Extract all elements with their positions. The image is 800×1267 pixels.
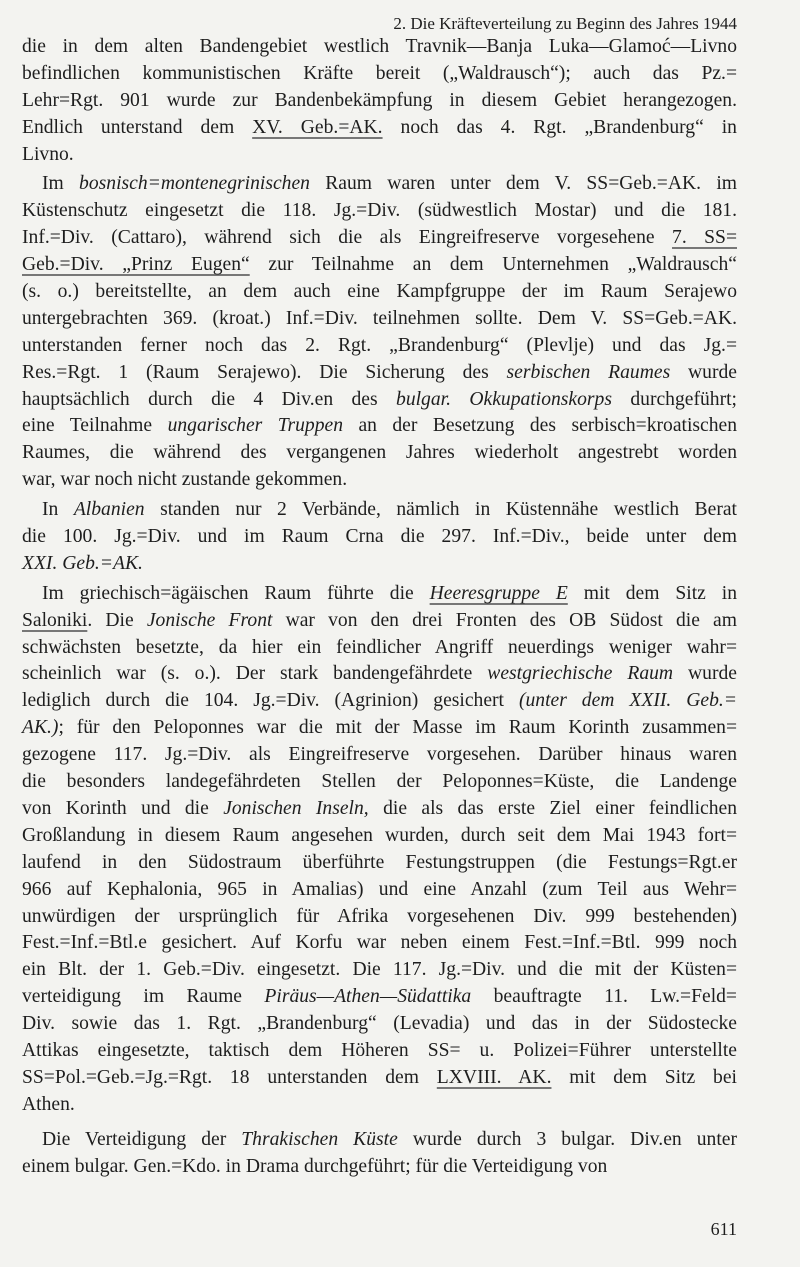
text-span: Die Verteidigung der bbox=[42, 1128, 242, 1150]
text-span: lediglich durch die 104. Jg.=Div. (Agrinion) gesichert bbox=[22, 690, 519, 712]
text-span: Inf.=Div. (Cattaro), während sich die als Eingreifreserve vorgesehene bbox=[22, 227, 673, 249]
body-text bbox=[22, 34, 737, 1183]
text-line bbox=[22, 877, 737, 904]
text-span: die in dem alten Bandengebiet westlich Travnik—Banja Luka—Glamoć—Livno bbox=[22, 36, 737, 57]
text-span: wurde bbox=[670, 361, 737, 383]
italic-phrase: AK.) bbox=[22, 717, 59, 739]
text-line bbox=[22, 1092, 737, 1119]
text-span: einem bulgar. Gen.=Kdo. in Drama durchgeführt; für die Verteidigung von bbox=[22, 1155, 608, 1177]
text-span: Endlich unterstand dem bbox=[22, 116, 253, 138]
text-line bbox=[22, 524, 737, 551]
text-line bbox=[22, 360, 737, 387]
text-line bbox=[22, 387, 737, 414]
text-span: Küstenschutz eingesetzt die 118. Jg.=Div. (südwestlich Mostar) und die 181. bbox=[22, 200, 737, 222]
text-line bbox=[22, 1127, 737, 1154]
text-span: wurde durch 3 bulgar. Div.en unter bbox=[397, 1128, 737, 1150]
text-span: 966 auf Kephalonia, 965 in Amalias) und eine Anzahl (zum Teil aus Wehr= bbox=[22, 878, 737, 900]
text-span: standen nur 2 Verbände, nämlich in Küstennähe westlich Berat bbox=[144, 499, 737, 521]
paragraph bbox=[22, 34, 737, 168]
italic-phrase: Albanien bbox=[73, 499, 145, 521]
text-line bbox=[22, 688, 737, 715]
text-span: untergebrachten 369. (kroat.) Inf.=Div. teilnehmen sollte. Dem V. SS=Geb.=AK. bbox=[22, 307, 737, 329]
italic-phrase: bulgar. Okkupationskorps bbox=[396, 388, 612, 410]
text-span: SS=Pol.=Geb.=Jg.=Rgt. 18 unterstanden dem bbox=[22, 1066, 437, 1088]
page-number: 611 bbox=[710, 1219, 737, 1239]
paragraph bbox=[22, 171, 737, 494]
text-line bbox=[22, 1011, 737, 1038]
italic-phrase: Jonische Front bbox=[146, 609, 273, 631]
underlined-phrase: Geb.=Div. „Prinz Eugen“ bbox=[22, 254, 250, 276]
text-line bbox=[22, 88, 737, 115]
text-span: Im bbox=[42, 173, 80, 195]
text-line bbox=[22, 198, 737, 225]
text-span: die als das erste Ziel einer feindlichen bbox=[368, 797, 738, 819]
text-span: von Korinth und die bbox=[22, 797, 224, 819]
text-span: Raumes, die während des vergangenen Jahres wiederholt angestrebt worden bbox=[22, 442, 737, 464]
text-line bbox=[22, 635, 737, 662]
text-span: . Die bbox=[87, 609, 147, 631]
text-span: war von den drei Fronten des OB Südost die am bbox=[272, 609, 737, 631]
paragraph bbox=[22, 581, 737, 1119]
paragraph bbox=[22, 497, 737, 578]
text-span: befindlichen kommunistischen Kräfte bereit („Waldrausch“); auch das Pz.= bbox=[22, 62, 737, 84]
text-line bbox=[22, 333, 737, 360]
text-line bbox=[22, 661, 737, 688]
text-span: die 100. Jg.=Div. und im Raum Crna die 297. Inf.=Div., beide unter dem bbox=[22, 526, 737, 548]
text-span: hauptsächlich durch die 4 Div.en des bbox=[22, 388, 397, 410]
text-span: gezogene 117. Jg.=Div. als Eingreifreserve vorgesehen. Darüber hinaus waren bbox=[22, 744, 737, 766]
text-span: schwächsten besetzte, da hier ein feindlicher Angriff neuerdings weniger wahr= bbox=[22, 636, 737, 658]
underlined-phrase: 7. SS= bbox=[672, 227, 737, 249]
italic-phrase: Thrakischen Küste bbox=[241, 1128, 398, 1150]
text-line bbox=[22, 930, 737, 957]
text-line bbox=[22, 769, 737, 796]
text-span: unwürdigen der ursprünglich für Afrika vorgesehenen Div. 999 bestehenden) bbox=[22, 905, 737, 927]
underlined-phrase: Heeresgruppe E bbox=[429, 582, 568, 604]
text-span: Lehr=Rgt. 901 wurde zur Bandenbekämpfung in diesem Gebiet herangezogen. bbox=[22, 89, 737, 111]
text-line bbox=[22, 551, 737, 578]
text-span: scheinlich war (s. o.). Der stark bandengefährdete bbox=[22, 663, 488, 685]
text-span: mit dem Sitz in bbox=[567, 582, 737, 604]
text-span: die besonders landegefährdeten Stellen der Peloponnes=Küste, die Landenge bbox=[22, 771, 737, 793]
text-line bbox=[22, 306, 737, 333]
text-line bbox=[22, 823, 737, 850]
text-span: In bbox=[42, 499, 74, 521]
text-span: beauftragte 11. Lw.=Feld= bbox=[471, 986, 737, 1008]
underlined-phrase: Saloniki bbox=[22, 609, 88, 631]
text-span: mit dem Sitz bei bbox=[551, 1066, 737, 1088]
text-span: Res.=Rgt. 1 (Raum Serajewo). Die Sicherung des bbox=[22, 361, 507, 383]
text-line bbox=[22, 796, 737, 823]
text-line bbox=[22, 1154, 737, 1181]
text-span: ; für den Peloponnes war die mit der Masse im Raum Korinth zusammen= bbox=[58, 717, 737, 739]
running-header: 2. Die Kräfteverteilung zu Beginn des Jahres 1944 bbox=[393, 14, 737, 33]
text-span: laufend in den Südostraum überführte Festungstruppen (die Festungs=Rgt.er bbox=[22, 851, 737, 873]
text-span: Raum waren unter dem V. SS=Geb.=AK. im bbox=[309, 173, 738, 195]
paragraph bbox=[22, 1127, 737, 1181]
text-span: eine Teilnahme bbox=[22, 415, 168, 437]
text-span: Livno. bbox=[22, 143, 74, 165]
text-span: Im griechisch=ägäischen Raum führte die bbox=[42, 582, 430, 604]
text-span: wurde bbox=[673, 663, 737, 685]
text-span: Fest.=Inf.=Btl.e gesichert. Auf Korfu war neben einem Fest.=Inf.=Btl. 999 noch bbox=[22, 932, 737, 954]
text-line bbox=[22, 252, 737, 279]
text-line bbox=[22, 742, 737, 769]
text-line bbox=[22, 279, 737, 306]
text-span: Großlandung in diesem Raum angesehen wurden, durch seit dem Mai 1943 fort= bbox=[22, 824, 737, 846]
italic-phrase: serbischen Raumes bbox=[506, 361, 671, 383]
text-line bbox=[22, 1038, 737, 1065]
text-span: an der Besetzung des serbisch=kroatischen bbox=[343, 415, 738, 437]
text-line bbox=[22, 497, 737, 524]
italic-phrase: XXI. Geb.=AK. bbox=[22, 552, 143, 574]
text-span: Div. sowie das 1. Rgt. „Brandenburg“ (Levadia) und das in der Südostecke bbox=[22, 1013, 737, 1035]
text-span: zur Teilnahme an dem Unternehmen „Waldrausch“ bbox=[249, 254, 737, 276]
text-line bbox=[22, 61, 737, 88]
text-span: (s. o.) bereitstellte, an dem auch eine Kampfgruppe der im Raum Serajewo bbox=[22, 281, 737, 303]
text-span: war, war noch nicht zustande gekommen. bbox=[22, 469, 348, 491]
italic-phrase: westgriechische Raum bbox=[487, 663, 674, 685]
italic-phrase: bosnisch=montenegrinischen bbox=[79, 173, 310, 195]
italic-phrase: Jonischen Inseln, bbox=[223, 797, 369, 819]
italic-phrase: ungarischer Truppen bbox=[167, 415, 344, 437]
text-span: ein Blt. der 1. Geb.=Div. eingesetzt. Die 117. Jg.=Div. und die mit der Küsten= bbox=[22, 959, 737, 981]
text-line bbox=[22, 467, 737, 494]
text-line bbox=[22, 440, 737, 467]
text-span: unterstanden ferner noch das 2. Rgt. „Brandenburg“ (Plevlje) und das Jg.= bbox=[22, 334, 737, 356]
text-line bbox=[22, 850, 737, 877]
text-line bbox=[22, 984, 737, 1011]
text-span: Athen. bbox=[22, 1093, 75, 1115]
underlined-phrase: LXVIII. AK. bbox=[436, 1066, 552, 1088]
text-span: durchgeführt; bbox=[611, 388, 737, 410]
text-line bbox=[22, 142, 737, 169]
italic-phrase: (unter dem XXII. Geb.= bbox=[518, 690, 737, 712]
text-span: verteidigung im Raume bbox=[22, 986, 265, 1008]
text-line bbox=[22, 1065, 737, 1092]
text-span: Attikas eingesetzte, taktisch dem Höheren SS= u. Polizei=Führer unterstellte bbox=[22, 1039, 737, 1061]
text-line bbox=[22, 413, 737, 440]
text-line bbox=[22, 115, 737, 142]
text-line bbox=[22, 608, 737, 635]
text-line bbox=[22, 225, 737, 252]
text-line bbox=[22, 581, 737, 608]
underlined-phrase: XV. Geb.=AK. bbox=[252, 116, 383, 138]
italic-phrase: Piräus—Athen—Südattika bbox=[264, 986, 472, 1008]
text-line bbox=[22, 904, 737, 931]
text-line bbox=[22, 957, 737, 984]
text-line bbox=[22, 171, 737, 198]
text-line bbox=[22, 34, 737, 61]
text-span: noch das 4. Rgt. „Brandenburg“ in bbox=[382, 116, 737, 138]
text-line bbox=[22, 715, 737, 742]
